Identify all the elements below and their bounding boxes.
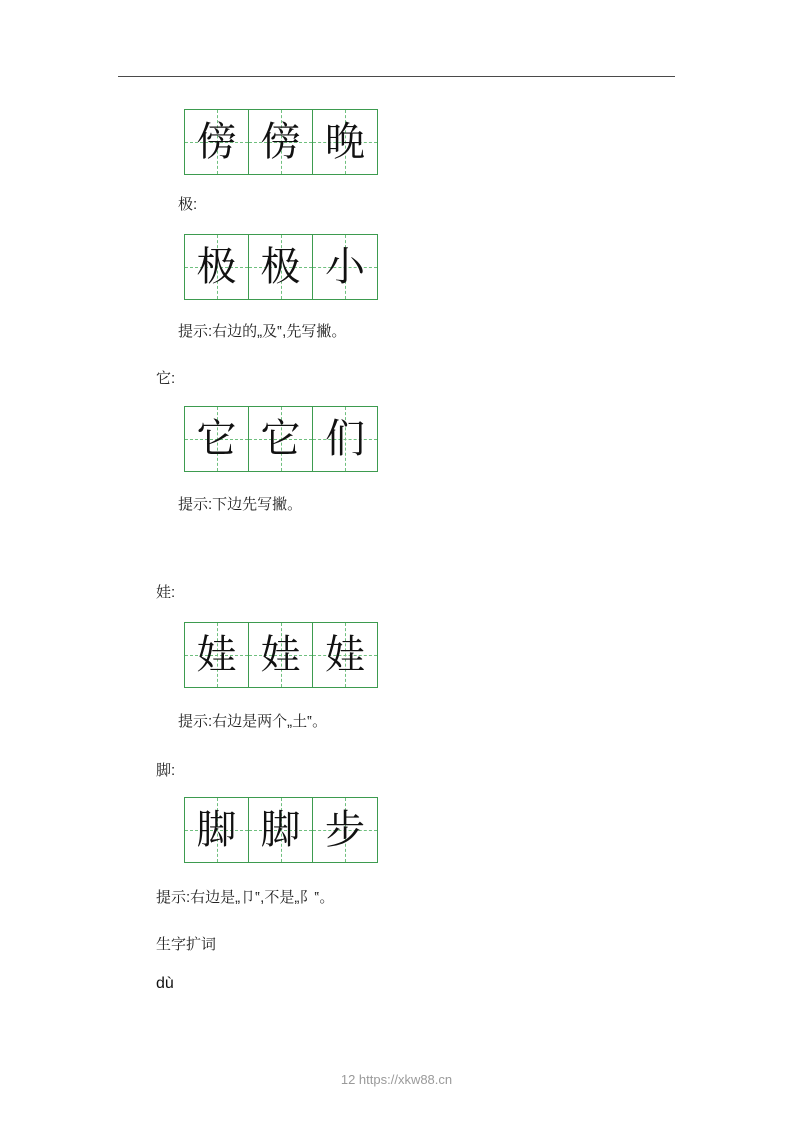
grid-cell <box>313 623 377 687</box>
character-label-ta: 它: <box>156 370 176 387</box>
writing-tip-ta: 提示:下边先写撇。 <box>178 496 303 513</box>
character-label-jiao: 脚: <box>156 762 176 779</box>
character-glyph: 晚 <box>325 119 365 165</box>
pinyin-du: dù <box>156 975 174 992</box>
grid-row <box>184 109 378 175</box>
writing-tip-jiao: 提示:右边是„卩‟,不是„阝‟。 <box>156 889 335 906</box>
character-grid-wawa <box>184 622 378 688</box>
writing-tip-wa: 提示:右边是两个„土‟。 <box>178 713 328 730</box>
writing-tip-ji: 提示:右边的„及‟,先写撇。 <box>178 323 347 340</box>
grid-cell <box>249 623 313 687</box>
character-glyph: 娃 <box>325 632 365 678</box>
grid-row <box>184 622 378 688</box>
grid-cell <box>313 798 377 862</box>
page-footer <box>0 1072 793 1087</box>
character-glyph: 娃 <box>196 632 237 678</box>
character-grid-tamen <box>184 406 378 472</box>
character-glyph: 它 <box>260 416 301 462</box>
grid-row <box>184 797 378 863</box>
character-glyph: 脚 <box>196 807 237 853</box>
character-glyph: 极 <box>260 244 301 290</box>
grid-cell <box>185 110 249 174</box>
character-label-wa: 娃: <box>156 584 176 601</box>
grid-cell <box>185 798 249 862</box>
character-glyph: 娃 <box>260 632 301 678</box>
header-divider <box>118 76 675 77</box>
character-glyph: 步 <box>325 807 365 853</box>
grid-cell <box>249 798 313 862</box>
grid-cell <box>313 235 377 299</box>
grid-cell <box>185 235 249 299</box>
grid-cell <box>313 110 377 174</box>
character-glyph: 们 <box>325 416 365 462</box>
footer-page-number: 12 <box>340 1072 359 1087</box>
grid-cell <box>249 110 313 174</box>
character-glyph: 脚 <box>260 807 301 853</box>
grid-cell <box>249 407 313 471</box>
grid-cell <box>313 407 377 471</box>
section-title-vocabulary: 生字扩词 <box>156 936 217 953</box>
character-grid-jixiao <box>184 234 378 300</box>
character-label-ji: 极: <box>178 196 198 213</box>
grid-cell <box>185 407 249 471</box>
character-grid-jiaobu <box>184 797 378 863</box>
grid-cell <box>249 235 313 299</box>
footer-site: https://xkw88.cn <box>358 1072 453 1087</box>
character-glyph: 它 <box>196 416 237 462</box>
grid-row <box>184 234 378 300</box>
character-glyph: 傍 <box>196 119 237 165</box>
character-grid-bangwan <box>184 109 378 175</box>
character-glyph: 极 <box>196 244 237 290</box>
grid-cell <box>185 623 249 687</box>
character-glyph: 小 <box>325 244 365 290</box>
grid-row <box>184 406 378 472</box>
character-glyph: 傍 <box>260 119 301 165</box>
